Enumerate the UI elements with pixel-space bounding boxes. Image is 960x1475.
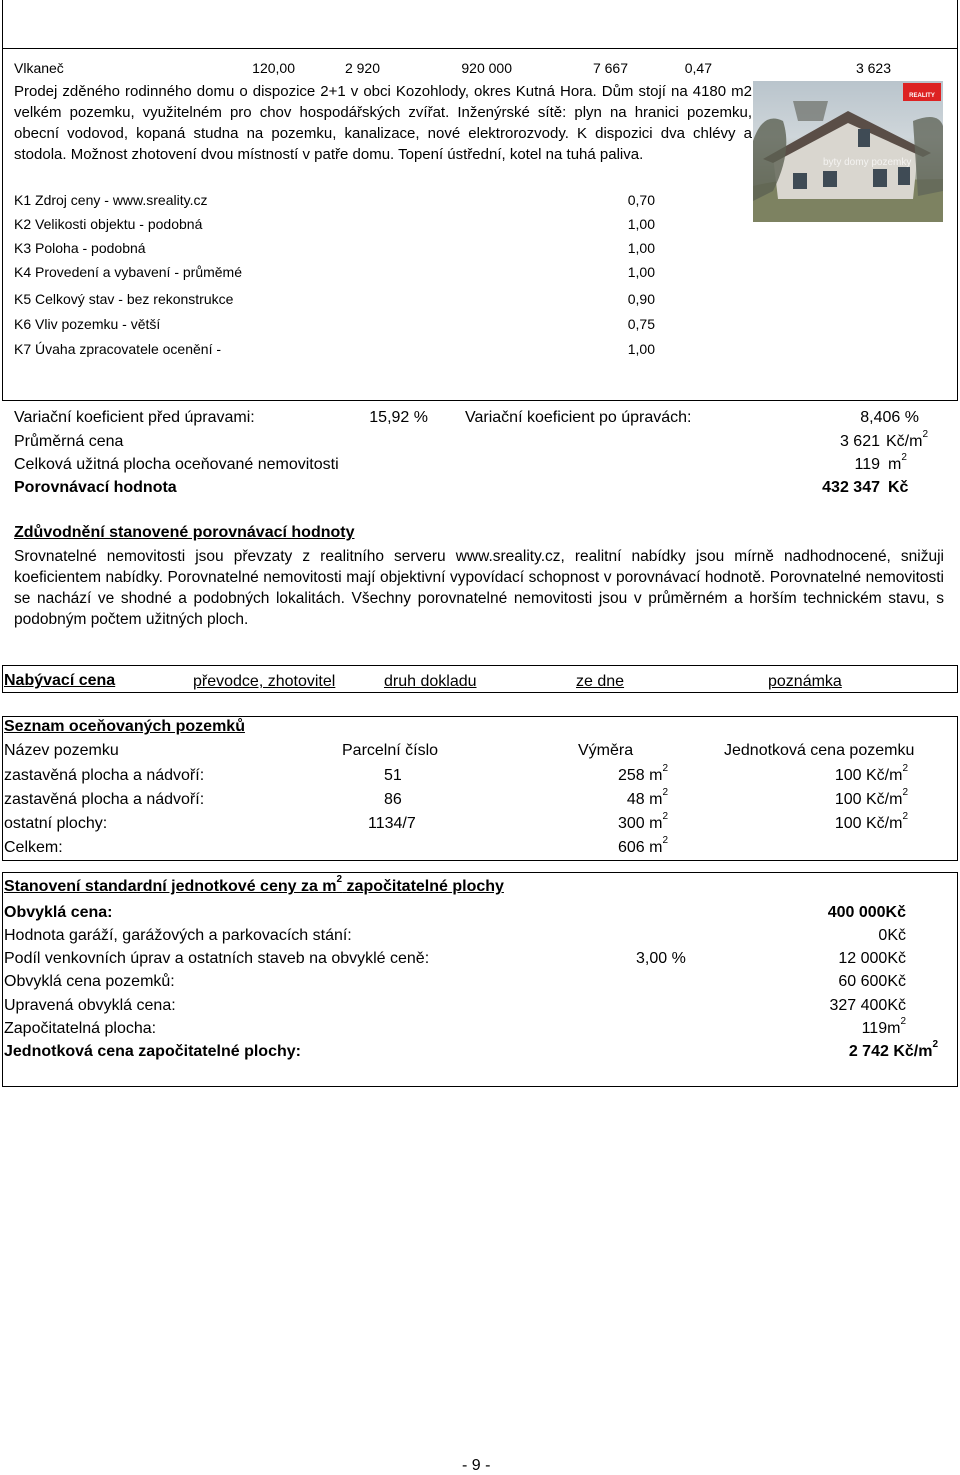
comparative-label: Porovnávací hodnota bbox=[14, 479, 177, 496]
standard-value: 12 000Kč bbox=[838, 950, 906, 967]
land-area: 300 $m^2$ bbox=[617, 811, 668, 832]
standard-label: Upravená obvyklá cena: bbox=[4, 997, 176, 1014]
standard-value: 2 742 $Kč/m^2$ bbox=[848, 1039, 938, 1060]
land-box bbox=[2, 716, 958, 861]
standard-title: Stanovení standardní jednotkové ceny za $m^2$ započitatelné plochy bbox=[4, 874, 504, 895]
avg-price-value: 3 621 bbox=[839, 433, 880, 450]
land-header-parcel: Parcelní číslo bbox=[342, 742, 439, 759]
acquisition-col-note: poznámka bbox=[768, 673, 842, 690]
coef-label: K1 Zdroj ceny - www.sreality.cz bbox=[14, 192, 208, 208]
land-name: zastavěná plocha a nádvoří: bbox=[4, 791, 205, 808]
land-name: zastavěná plocha a nádvoří: bbox=[4, 767, 205, 784]
acquisition-col-transferor: převodce, zhotovitel bbox=[193, 673, 336, 690]
usable-area-value: 119 bbox=[854, 456, 880, 473]
var-after-label: Variační koeficient po úpravách: bbox=[465, 409, 692, 426]
comparative-unit: Kč bbox=[888, 479, 909, 496]
listing-unit-price: 3 623 bbox=[855, 60, 891, 76]
coef-label: K7 Úvaha zpracovatele ocenění - bbox=[14, 341, 222, 357]
comparative-value: 432 347 bbox=[822, 479, 880, 496]
land-parcel: 1134/7 bbox=[368, 815, 416, 832]
standard-label: Obvyklá cena pozemků: bbox=[4, 973, 175, 990]
land-title: Seznam oceňovaných pozemků bbox=[4, 718, 245, 735]
var-before-value: 15,92 % bbox=[369, 409, 428, 426]
listing-price-per-m2: 2 920 bbox=[344, 60, 380, 76]
standard-value: $119m^2$ bbox=[861, 1016, 906, 1037]
var-before-label: Variační koeficient před úpravami: bbox=[14, 409, 255, 426]
coef-value: 1,00 bbox=[627, 240, 655, 256]
standard-label: Jednotková cena započitatelné plochy: bbox=[4, 1043, 301, 1060]
standard-label: Hodnota garáží, garážových a parkovacích stání: bbox=[4, 927, 352, 944]
acquisition-label: Nabývací cena bbox=[4, 672, 116, 689]
coef-value: 0,90 bbox=[627, 291, 655, 307]
land-parcel: 51 bbox=[384, 767, 402, 784]
coef-label: K5 Celkový stav - bez rekonstrukce bbox=[14, 291, 234, 307]
photo-badge: REALITY bbox=[909, 93, 935, 99]
frame-divider bbox=[2, 48, 958, 49]
justification-text: Srovnatelné nemovitosti jsou převzaty z realitního serveru www.sreality.cz, realitní nabídky jsou mírně nadhodnocené, snižuji koeficientem nabídky. Porovnatelné nemovitosti mají objektivní vypovídací schopnost v porovnávací hodnotě. Porovnatelné nemovitosti se nachází ve shodné a podobných lokalitách. Všechny porovnatelné nemovitosti jsou v průměrném a horším technickém stavu, s podobným počtem užitných ploch. bbox=[14, 548, 944, 628]
listing-adjusted-price: 7 667 bbox=[592, 60, 628, 76]
avg-price-label: Průměrná cena bbox=[14, 433, 124, 450]
standard-label: Započitatelná plocha: bbox=[4, 1020, 157, 1037]
land-total-area: 606 $m^2$ bbox=[617, 835, 668, 856]
standard-label: Podíl venkovních úprav a ostatních staveb na obvyklé ceně: bbox=[4, 950, 430, 967]
coef-label: K3 Poloha - podobná bbox=[14, 240, 146, 256]
land-unit-price: 100 $Kč/m^2$ bbox=[834, 763, 908, 784]
listing-coefficient: 0,47 bbox=[684, 60, 712, 76]
coef-label: K2 Velikosti objektu - podobná bbox=[14, 216, 203, 232]
listing-name: Vlkaneč bbox=[14, 60, 64, 76]
land-header-area: Výměra bbox=[578, 742, 634, 759]
usable-area-unit: $m^2$ bbox=[888, 452, 907, 473]
land-header-name: Název pozemku bbox=[4, 742, 119, 759]
coef-value: 0,75 bbox=[627, 316, 655, 332]
acquisition-col-document: druh dokladu bbox=[384, 673, 477, 690]
coef-value: 1,00 bbox=[627, 341, 655, 357]
standard-mid: 3,00 % bbox=[636, 950, 686, 967]
usable-area-label: Celková užitná plocha oceňované nemovitosti bbox=[14, 456, 339, 473]
house-illustration bbox=[753, 81, 943, 222]
photo-watermark: byty domy pozemky bbox=[823, 157, 912, 168]
property-photo bbox=[753, 81, 943, 222]
var-after-value: 8,406 % bbox=[860, 409, 919, 426]
land-name: ostatní plochy: bbox=[4, 815, 108, 832]
land-unit-price: 100 $Kč/m^2$ bbox=[834, 811, 908, 832]
standard-label: Obvyklá cena: bbox=[4, 904, 113, 921]
standard-value: 327 400Kč bbox=[829, 997, 906, 1014]
coef-value: 1,00 bbox=[627, 264, 655, 280]
standard-value: 60 600Kč bbox=[838, 973, 906, 990]
justification-heading: Zdůvodnění stanovené porovnávací hodnoty bbox=[14, 524, 355, 541]
land-unit-price: 100 $Kč/m^2$ bbox=[834, 787, 908, 808]
land-area: 258 $m^2$ bbox=[617, 763, 668, 784]
coef-value: 0,70 bbox=[627, 192, 655, 208]
land-total-label: Celkem: bbox=[4, 839, 63, 856]
coef-label: K4 Provedení a vybavení - průměmé bbox=[14, 264, 243, 280]
page-number: - 9 - bbox=[462, 1457, 491, 1474]
coef-value: 1,00 bbox=[627, 216, 655, 232]
coef-label: K6 Vliv pozemku - větší bbox=[14, 316, 161, 332]
listing-description: Prodej zděného rodinného domu o dispozice 2+1 v obci Kozohlody, okres Kutná Hora. Dům stojí na 4180 m2 velkém pozemku, využitelném pro chov hospodářských zvířat. Inženýrské sítě: plyn na hranici pozemku, obecní vodovod, kopaná studna na pozemku, kanalizace, nové elektrorozvody. K dispozici dva chlévy a stodola. Možnost zhotovení dvou místností v patře domu. Topení ústřední, kotel na tuhá paliva. bbox=[14, 83, 752, 163]
land-parcel: 86 bbox=[384, 791, 402, 808]
standard-value: 0Kč bbox=[878, 927, 906, 944]
standard-value: 400 000Kč bbox=[827, 904, 906, 921]
acquisition-col-date: ze dne bbox=[576, 673, 625, 690]
listing-area: 120,00 bbox=[252, 60, 295, 76]
land-header-unit-price: Jednotková cena pozemku bbox=[724, 742, 915, 759]
land-area: 48 $m^2$ bbox=[626, 787, 668, 808]
avg-price-unit: $Kč/m^2$ bbox=[886, 429, 929, 450]
listing-price: 920 000 bbox=[461, 60, 512, 76]
